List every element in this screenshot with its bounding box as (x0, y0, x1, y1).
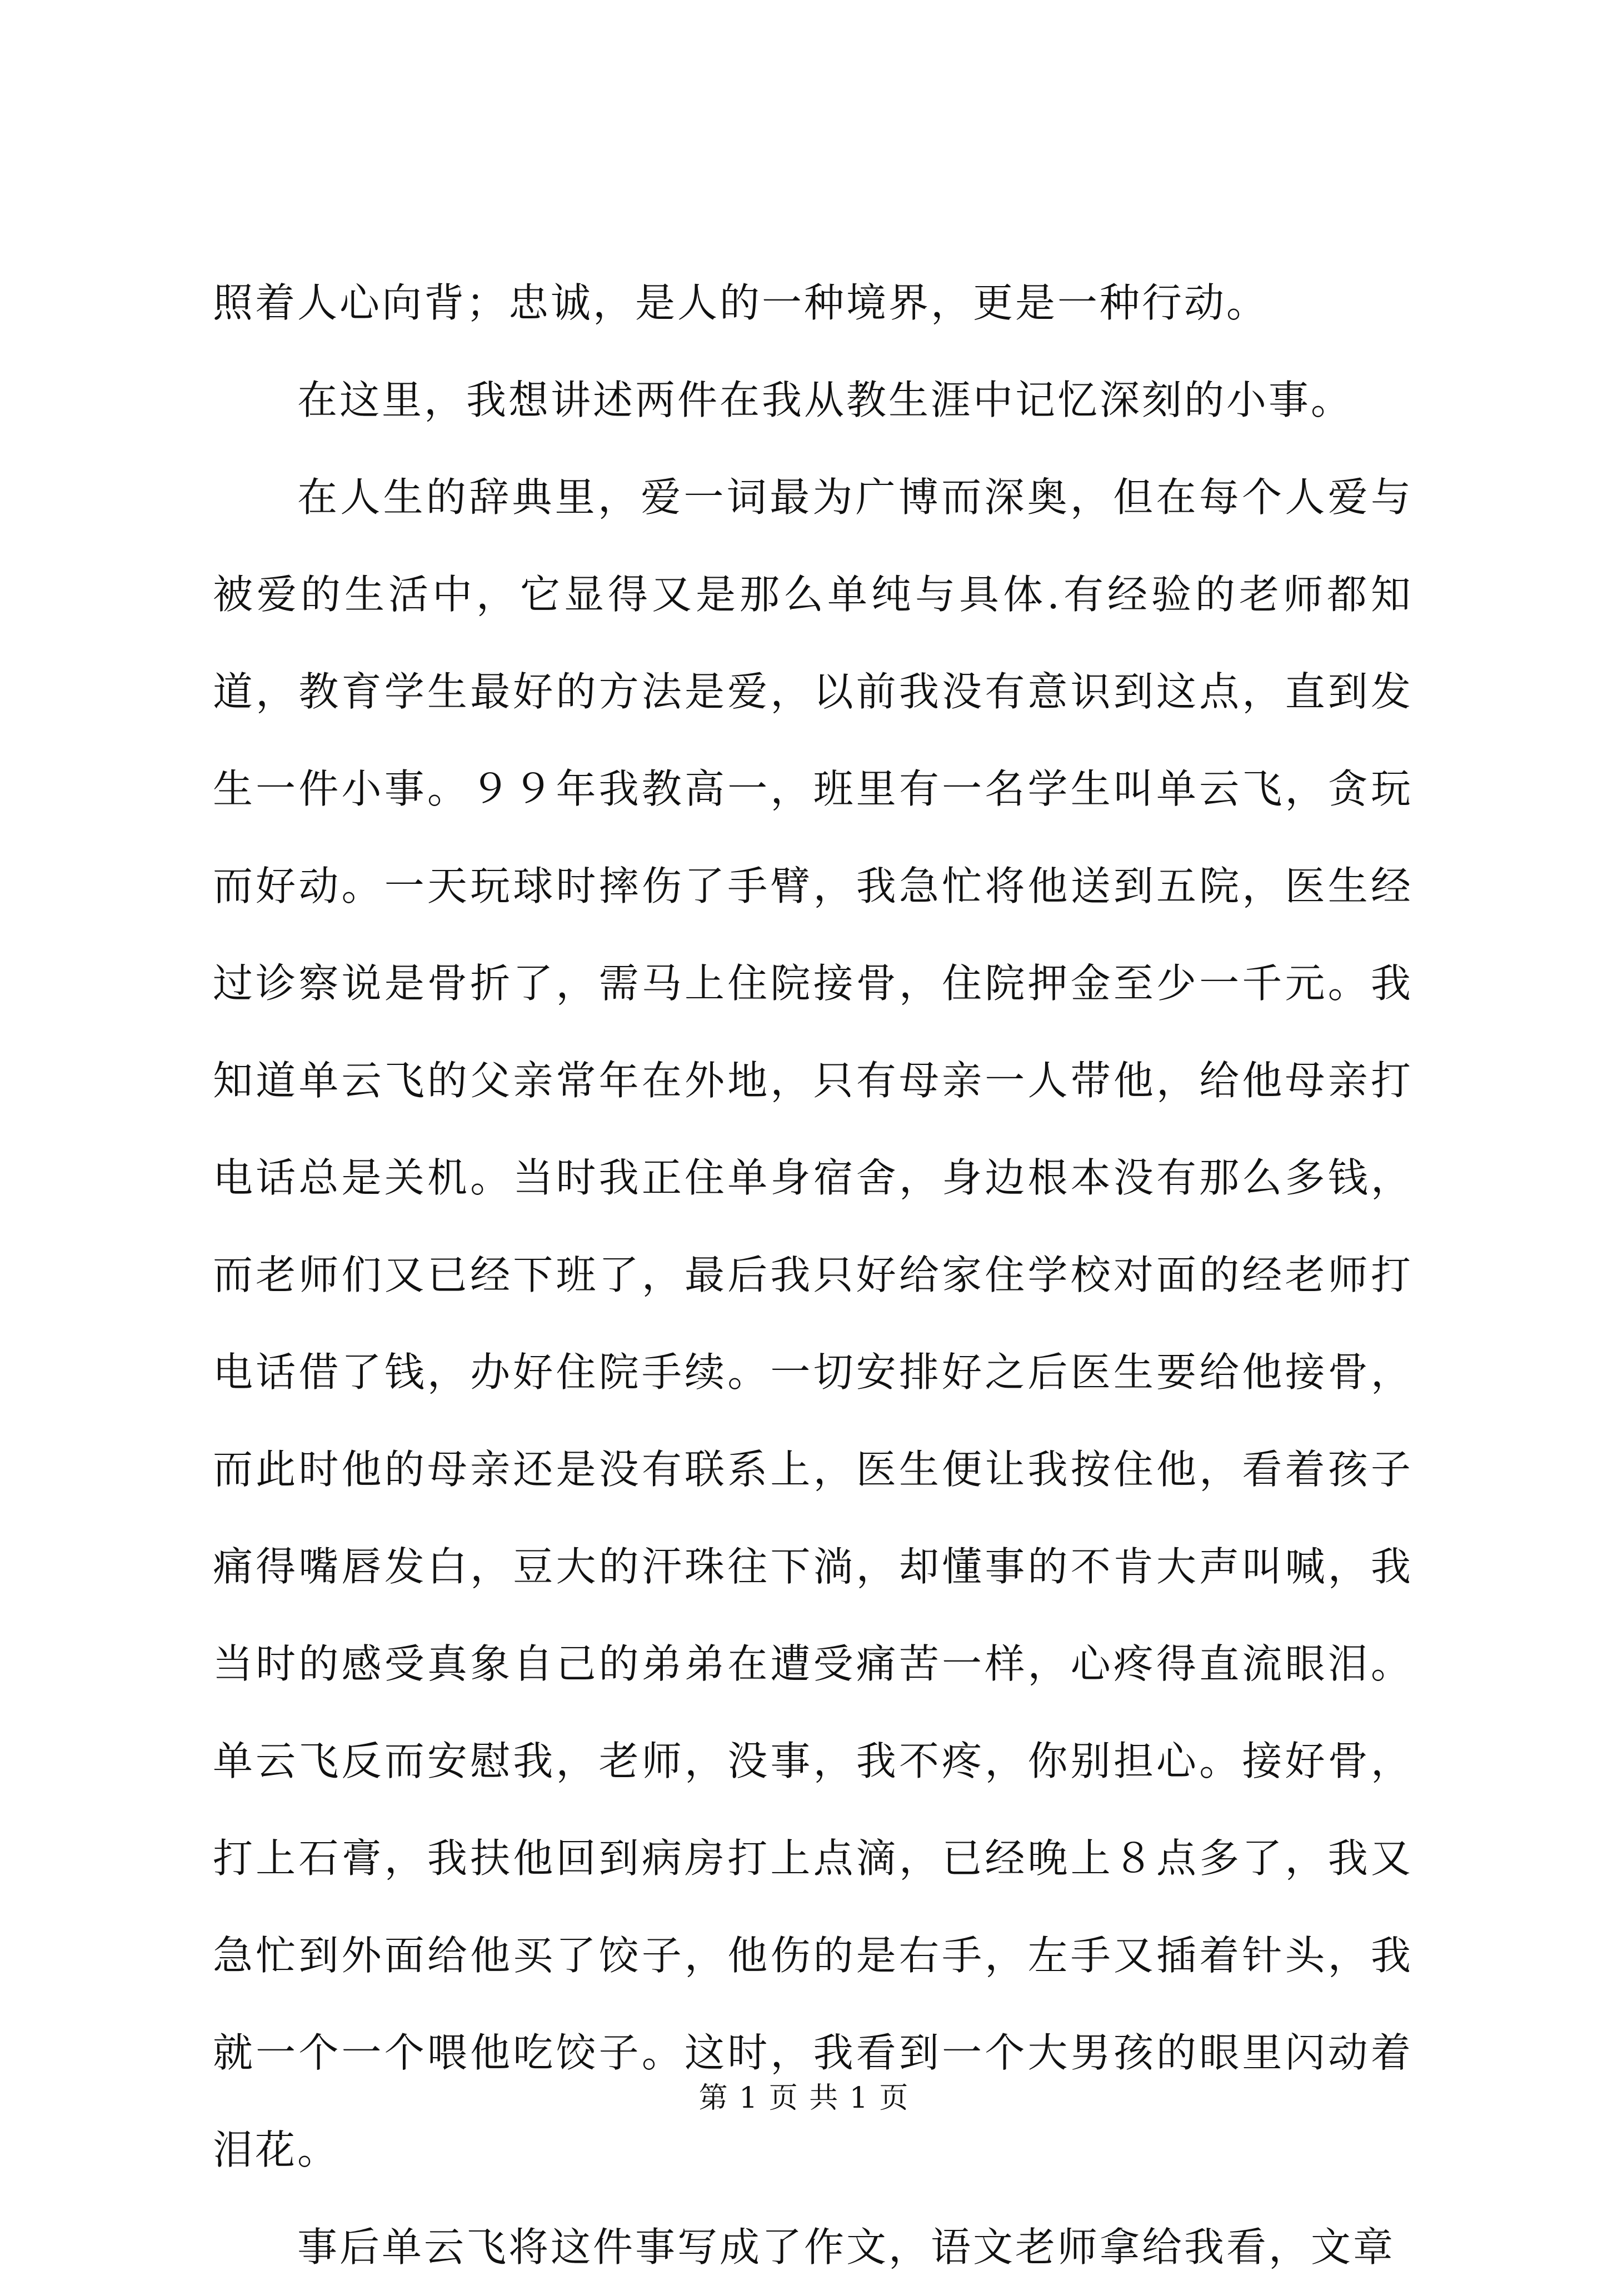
page-footer: 第 1 页 共 1 页 (698, 2082, 910, 2115)
paragraph-3: 在人生的辞典里，爱一词最为广博而深奥，但在每个人爱与被爱的生活中，它显得又是那么单纯与具体.有经验的老师都知道，教育学生最好的方法是爱，以前我没有意识到这点，直到发生一件小事。９９年我教高一，班里有一名学生叫单云飞，贪玩而好动。一天玩球时摔伤了手臂，我急忙将他送到五院，医生经过诊察说是骨折了，需马上住院接骨，住院押金至少一千元。我知道单云飞的父亲常年在外地，只有母亲一人带他，给他母亲打电话总是关机。当时我正住单身宿舍，身边根本没有那么多钱，而老师们又已经下班了，最后我只好给家住学校对面的经老师打电话借了钱，办好住院手续。一切安排好之后医生要给他接骨，而此时他的母亲还是没有联系上，医生便让我按住他，看着孩子痛得嘴唇发白，豆大的汗珠往下淌，却懂事的不肯大声叫喊，我当时的感受真象自己的弟弟在遭受痛苦一样，心疼得直流眼泪。单云飞反而安慰我，老师，没事，我不疼，你别担心。接好骨，打上石膏，我扶他回到病房打上点滴，已经晚上８点多了，我又急忙到外面给他买了饺子，他伤的是右手，左手又插着针头，我就一个一个喂他吃饺子。这时，我看到一个大男孩的眼里闪动着泪花。 (213, 474, 1413, 2173)
paragraph-1: 照着人心向背；忠诚，是人的一种境界，更是一种行动。 (213, 279, 1269, 326)
paragraph-4: 事后单云飞将这件事写成了作文，语文老师拿给我看，文章 (297, 2224, 1396, 2270)
document-body (213, 254, 1413, 2296)
paragraph-2: 在这里，我想讲述两件在我从教生涯中记忆深刻的小事。 (297, 377, 1354, 423)
